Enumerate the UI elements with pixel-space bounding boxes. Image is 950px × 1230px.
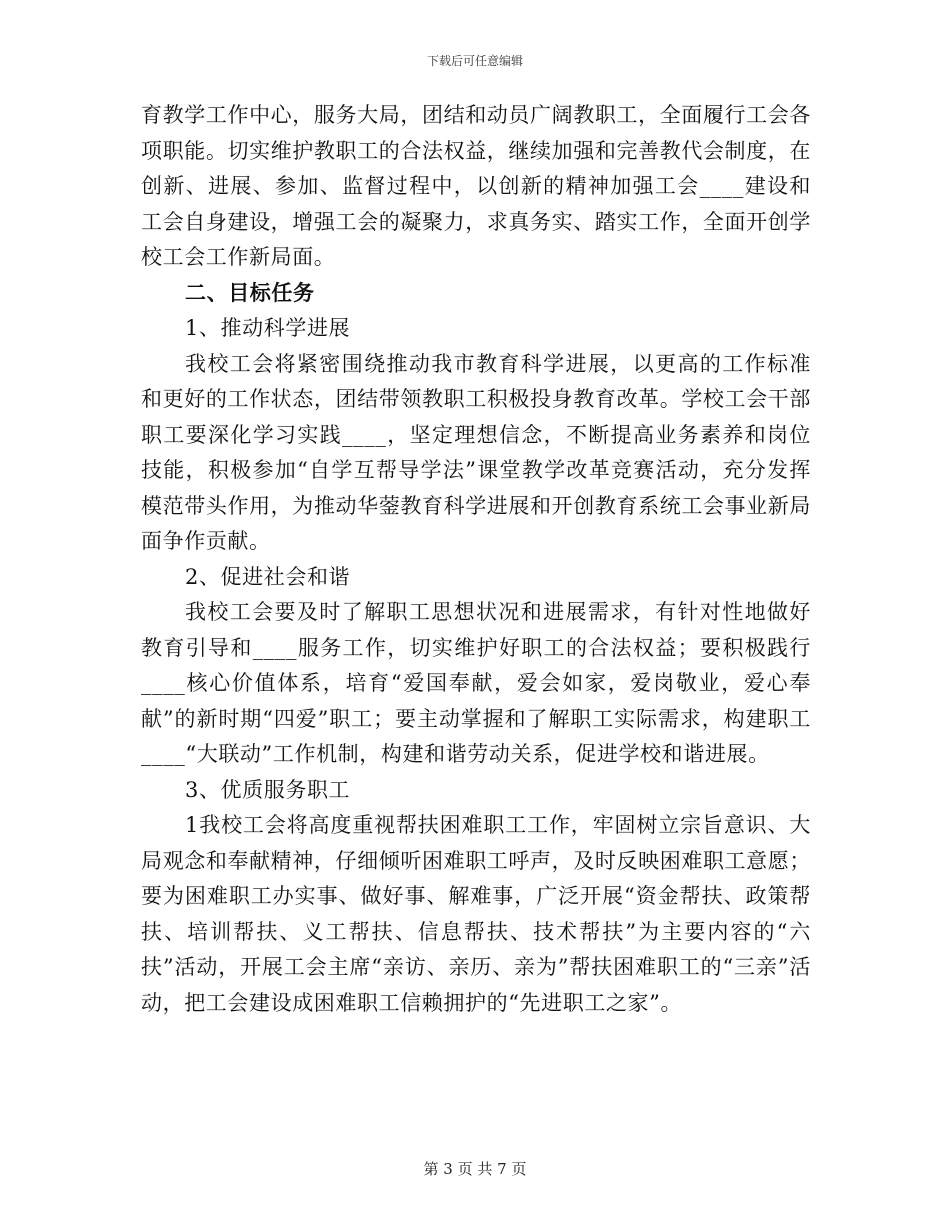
document-body [141,98,811,1021]
paragraph-intro: 育教学工作中心，服务大局，团结和动员广阔教职工，全面履行工会各项职能。切实维护教职工的合法权益，继续加强和完善教代会制度，在创新、进展、参加、监督过程中，以创新的精神加强工会____建设和工会自身建设，增强工会的凝聚力，求真务实、踏实工作，全面开创学校工会工作新局面。 [141,103,811,269]
subheading-quality-service: 3、优质服务职工 [185,777,351,802]
section-heading-goals: 二、目标任务 [185,280,315,305]
subheading-social-harmony: 2、促进社会和谐 [185,564,351,589]
page-number-footer: 第 3 页 共 7 页 [423,1160,527,1178]
subheading-science-progress: 1、推动科学进展 [185,316,351,340]
paragraph-science-progress: 我校工会将紧密围绕推动我市教育科学进展，以更高的工作标准和更好的工作状态，团结带领教职工积极投身教育改革。学校工会干部职工要深化学习实践____，坚定理想信念，不断提高业务素养和岗位技能，积极参加“自学互帮导学法”课堂教学改革竞赛活动，充分发挥模范带头作用，为推动华蓥教育科学进展和开创教育系统工会事业新局面争作贡献。 [141,351,811,553]
paragraph-quality-service: 1我校工会将高度重视帮扶困难职工工作，牢固树立宗旨意识、大局观念和奉献精神，仔细倾听困难职工呼声，及时反映困难职工意愿；要为困难职工办实事、做好事、解难事，广泛开展“资金帮扶、政策帮扶、培训帮扶、义工帮扶、信息帮扶、技术帮扶”为主要内容的“六扶”活动，开展工会主席“亲访、亲历、亲为”帮扶困难职工的“三亲”活动，把工会建设成困难职工信赖拥护的“先进职工之家”。 [141,813,811,1015]
paragraph-social-harmony: 我校工会要及时了解职工思想状况和进展需求，有针对性地做好教育引导和____服务工作，切实维护好职工的合法权益；要积极践行____核心价值体系，培育“爱国奉献，爱会如家，爱岗敬业，爱心奉献”的新时期“四爱”职工；要主动掌握和了解职工实际需求，构建职工____“大联动”工作机制，构建和谐劳动关系，促进学校和谐进展。 [141,600,811,766]
page-header: 下载后可任意编辑 [426,54,523,68]
